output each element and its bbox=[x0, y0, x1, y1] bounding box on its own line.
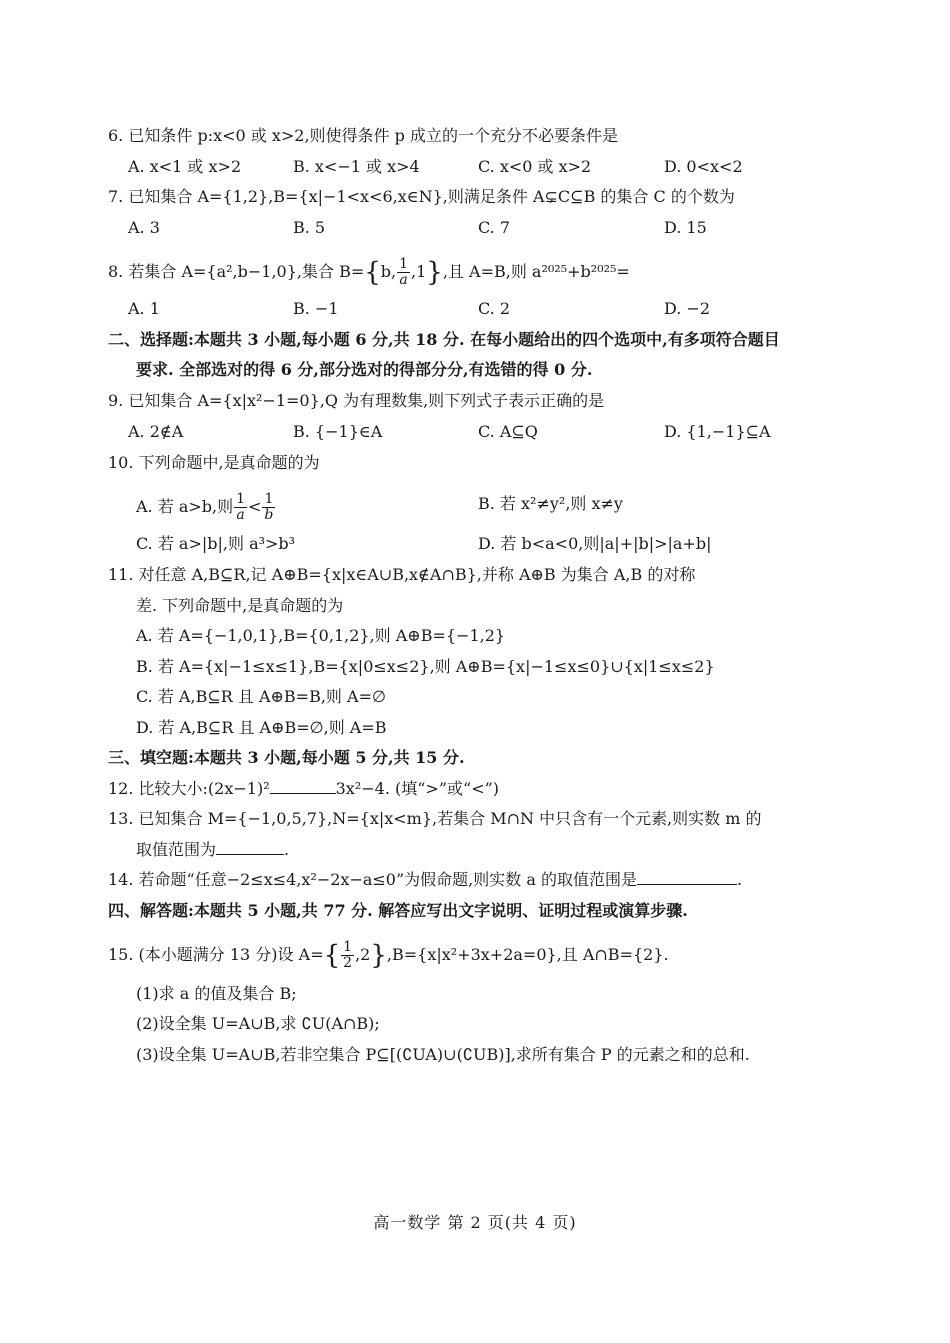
q10-frac1-denominator: a bbox=[236, 507, 245, 523]
q15-part-1: (1)求 a 的值及集合 B; bbox=[136, 984, 297, 1003]
q13-line2-post: . bbox=[284, 840, 290, 859]
q8-stem-part-a: 8. 若集合 A={a²,b−1,0},集合 B= bbox=[108, 262, 365, 281]
q8-option-d: D. −2 bbox=[664, 299, 711, 318]
section-2-instructions: 要求. 全部选对的得 6 分,部分选对的得部分分,有选错的得 0 分. bbox=[136, 360, 593, 379]
q8-stem bbox=[108, 257, 630, 288]
q8-option-b: B. −1 bbox=[293, 299, 339, 318]
q7-option-a: A. 3 bbox=[128, 218, 160, 237]
q10-option-a-text: A. 若 a>b,则 bbox=[136, 497, 234, 516]
q11-stem-line1: 11. 对任意 A,B⊆R,记 A⊕B={x|x∈A∪B,x∉A∩B},并称 A⊕B 为集合 A,B 的对称 bbox=[108, 565, 696, 584]
q10-fraction-2 bbox=[262, 492, 275, 523]
q10-less-than: < bbox=[248, 497, 262, 516]
q14-pre: 14. 若命题“任意−2≤x≤4,x²−2x−a≤0”为假命题,则实数 a 的取值范围是 bbox=[108, 870, 637, 889]
q11-stem-line2: 差. 下列命题中,是真命题的为 bbox=[136, 596, 344, 615]
q9-option-d: D. {1,−1}⊆A bbox=[664, 422, 771, 441]
q15-part-2: (2)设全集 U=A∪B,求 ∁U(A∩B); bbox=[136, 1014, 380, 1033]
q10-stem: 10. 下列命题中,是真命题的为 bbox=[108, 453, 320, 472]
left-brace: { bbox=[364, 257, 381, 288]
q11-option-c: C. 若 A,B⊆R 且 A⊕B=B,则 A=∅ bbox=[136, 687, 386, 706]
q14-line bbox=[108, 869, 742, 891]
q15-set-a-last: ,2 bbox=[355, 945, 371, 964]
q15-pre: 15. (本小题满分 13 分)设 A= bbox=[108, 945, 324, 964]
q10-option-d: D. 若 b<a<0,则|a|+|b|>|a+b| bbox=[478, 534, 712, 553]
q15-post: ,B={x|x²+3x+2a=0},且 A∩B={2}. bbox=[386, 945, 669, 964]
q13-line2-pre: 取值范围为 bbox=[136, 840, 217, 859]
q10-frac2-numerator: 1 bbox=[262, 492, 275, 508]
q15-frac-denominator: 2 bbox=[343, 955, 353, 971]
q13-line2 bbox=[136, 839, 289, 861]
q12-answer-blank[interactable] bbox=[270, 779, 336, 794]
q10-fraction-1 bbox=[234, 492, 247, 523]
section-2-heading: 二、选择题:本题共 3 小题,每小题 6 分,共 18 分. 在每小题给出的四个选项中,有多项符合题目 bbox=[108, 330, 780, 349]
q14-post: . bbox=[736, 870, 743, 889]
q8-frac-numerator: 1 bbox=[399, 256, 409, 272]
q12-post: 3x²−4. (填“>”或“<”) bbox=[335, 779, 500, 798]
q7-option-b: B. 5 bbox=[293, 218, 326, 237]
q7-option-d: D. 15 bbox=[664, 218, 707, 237]
q8-set-b-last: ,1 bbox=[411, 262, 427, 281]
q12-line bbox=[108, 778, 499, 800]
right-brace: } bbox=[370, 940, 387, 971]
q11-option-b: B. 若 A={x|−1≤x≤1},B={x|0≤x≤2},则 A⊕B={x|−1≤x≤0}∪{x|1≤x≤2} bbox=[136, 657, 715, 676]
q9-option-b: B. {−1}∈A bbox=[293, 422, 383, 441]
q7-option-c: C. 7 bbox=[478, 218, 511, 237]
q15-stem bbox=[108, 940, 669, 971]
q15-fraction bbox=[341, 940, 354, 971]
section-4-heading: 四、解答题:本题共 5 小题,共 77 分. 解答应写出文字说明、证明过程或演算步骤. bbox=[108, 901, 688, 920]
section-3-heading: 三、填空题:本题共 3 小题,每小题 5 分,共 15 分. bbox=[108, 748, 465, 767]
q9-stem: 9. 已知集合 A={x|x²−1=0},Q 为有理数集,则下列式子表示正确的是 bbox=[108, 391, 605, 410]
q10-option-b: B. 若 x²≠y²,则 x≠y bbox=[478, 494, 623, 513]
q8-stem-part-b: ,且 A=B,则 a²⁰²⁵+b²⁰²⁵= bbox=[442, 262, 630, 281]
q6-option-a: A. x<1 或 x>2 bbox=[128, 157, 242, 176]
q10-option-a bbox=[136, 492, 276, 523]
q6-stem: 6. 已知条件 p:x<0 或 x>2,则使得条件 p 成立的一个充分不必要条件是 bbox=[108, 126, 618, 145]
q6-option-d: D. 0<x<2 bbox=[664, 157, 743, 176]
q12-pre: 12. 比较大小:(2x−1)² bbox=[108, 779, 270, 798]
right-brace: } bbox=[426, 257, 443, 288]
q10-frac2-denominator: b bbox=[264, 507, 274, 523]
q9-option-c: C. A⊆Q bbox=[478, 422, 538, 441]
q11-option-d: D. 若 A,B⊆R 且 A⊕B=∅,则 A=B bbox=[136, 718, 387, 737]
q10-option-c: C. 若 a>|b|,则 a³>b³ bbox=[136, 534, 296, 553]
q9-option-a: A. 2∉A bbox=[128, 422, 184, 441]
q6-option-b: B. x<−1 或 x>4 bbox=[293, 157, 420, 176]
q8-frac-denominator: a bbox=[399, 272, 408, 288]
q7-stem: 7. 已知集合 A={1,2},B={x|−1<x<6,x∈N},则满足条件 A⊊C⊆B 的集合 C 的个数为 bbox=[108, 187, 735, 206]
q15-frac-numerator: 1 bbox=[343, 939, 353, 955]
q10-frac1-numerator: 1 bbox=[236, 491, 246, 507]
q8-fraction bbox=[397, 257, 410, 288]
q13-line1: 13. 已知集合 M={−1,0,5,7},N={x|x<m},若集合 M∩N 中只含有一个元素,则实数 m 的 bbox=[108, 809, 762, 828]
q8-option-a: A. 1 bbox=[128, 299, 160, 318]
page-footer: 高一数学 第 2 页(共 4 页) bbox=[373, 1213, 577, 1232]
q6-option-c: C. x<0 或 x>2 bbox=[478, 157, 592, 176]
left-brace: { bbox=[323, 940, 341, 971]
q15-part-3: (3)设全集 U=A∪B,若非空集合 P⊆[(∁UA)∪(∁UB)],求所有集合 P 的元素之和的总和. bbox=[136, 1045, 750, 1064]
q14-answer-blank[interactable] bbox=[637, 870, 737, 885]
q11-option-a: A. 若 A={−1,0,1},B={0,1,2},则 A⊕B={−1,2} bbox=[136, 626, 506, 645]
q8-set-b-first: b, bbox=[380, 262, 397, 281]
q8-option-c: C. 2 bbox=[478, 299, 511, 318]
q13-answer-blank[interactable] bbox=[216, 840, 284, 855]
